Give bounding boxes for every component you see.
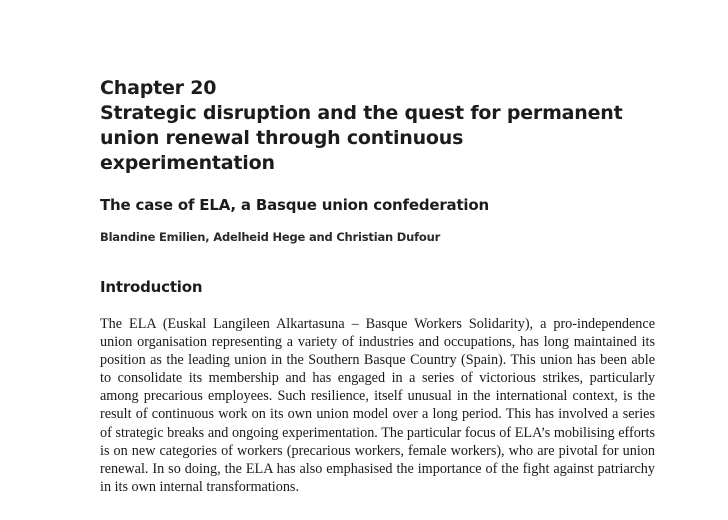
document-page xyxy=(100,76,655,496)
chapter-number: Chapter 20 xyxy=(100,77,217,99)
introduction-paragraph: The ELA (Euskal Langileen Alkartasuna – Basque Workers Solidarity), a pro-independence union organisation representing a variety of industries and occupations, has long maintained its position as the leading union in the Southern Basque Country (Spain). This union has been able to consolidate its membership and has engaged in a series of victorious strikes, particularly among precarious employees. Such resilience, itself unusual in the international context, is the result of continuous work on its own union model over a long period. This has involved a series of strategic breaks and ongoing experimentation. The particular focus of ELA’s mobilising efforts is on new categories of workers (precarious workers, female workers), who are pivotal for union renewal. In so doing, the ELA has also emphasised the importance of the fight against patriarchy in its own internal transformations. xyxy=(100,316,655,495)
chapter-subtitle: The case of ELA, a Basque union confederation xyxy=(100,196,489,214)
author-list: Blandine Emilien, Adelheid Hege and Christian Dufour xyxy=(100,230,441,244)
chapter-title: Strategic disruption and the quest for permanent union renewal through continuous experimentation xyxy=(100,102,623,174)
section-heading-introduction: Introduction xyxy=(100,278,203,296)
